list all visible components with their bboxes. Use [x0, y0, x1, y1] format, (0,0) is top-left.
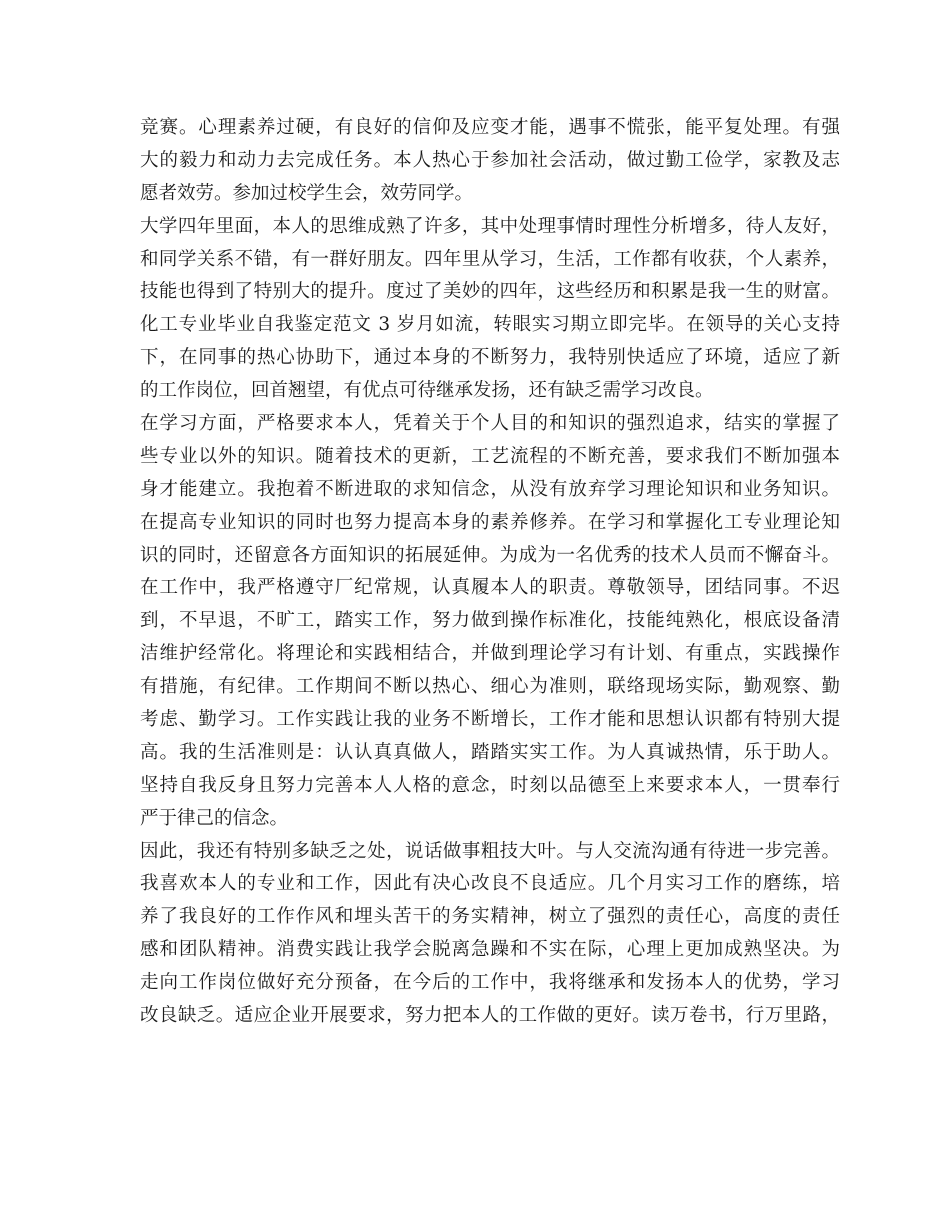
text-line: 在学习方面，严格要求本人，凭着关于个人目的和知识的强烈追求，结实的掌握了 [140, 413, 840, 435]
text-line: 愿者效劳。参加过校学生会，效劳同学。 [140, 182, 474, 204]
text-line: 在工作中，我严格遵守厂纪常规，认真履本人的职责。尊敬领导，团结同事。不迟 [140, 577, 840, 599]
text-line: 到，不早退，不旷工，踏实工作，努力做到操作标准化，技能纯熟化，根底设备清 [140, 610, 840, 632]
text-line: 技能也得到了特别大的提升。度过了美妙的四年，这些经历和积累是我一生的财富。 [140, 281, 840, 303]
text-line: 考虑、勤学习。工作实践让我的业务不断增长，工作才能和思想认识都有特别大提 [140, 709, 840, 731]
text-line: 我喜欢本人的专业和工作，因此有决心改良不良适应。几个月实习工作的磨练，培 [140, 873, 840, 895]
text-line: 竞赛。心理素养过硬，有良好的信仰及应变才能，遇事不慌张，能平复处理。有强 [140, 117, 840, 138]
text-line: 感和团队精神。消费实践让我学会脱离急躁和不实在际，心理上更加成熟坚决。为 [140, 939, 840, 961]
text-line: 走向工作岗位做好充分预备，在今后的工作中，我将继承和发扬本人的优势，学习 [140, 972, 840, 994]
text-line: 坚持自我反身且努力完善本人人格的意念，时刻以品德至上来要求本人，一贯奉行 [140, 774, 840, 796]
text-line: 高。我的生活准则是：认认真真做人，踏踏实实工作。为人真诚热情，乐于助人。 [140, 741, 840, 763]
text-line: 身才能建立。我抱着不断进取的求知信念，从没有放弃学习理论知识和业务知识。 [140, 478, 840, 500]
text-line: 和同学关系不错，有一群好朋友。四年里从学习，生活，工作都有收获，个人素养， [140, 248, 840, 270]
text-line: 养了我良好的工作作风和埋头苦干的务实精神，树立了强烈的责任心，高度的责任 [140, 906, 840, 928]
text-line: 在提高专业知识的同时也努力提高本身的素养修养。在学习和掌握化工专业理论知 [140, 511, 840, 533]
text-line: 的工作岗位，回首翘望，有优点可待继承发扬，还有缺乏需学习改良。 [140, 380, 714, 402]
text-line: 识的同时，还留意各方面知识的拓展延伸。为成为一名优秀的技术人员而不懈奋斗。 [140, 544, 840, 566]
text-line: 大的毅力和动力去完成任务。本人热心于参加社会活动，做过勤工俭学，家教及志 [140, 149, 840, 171]
text-line: 大学四年里面，本人的思维成熟了许多，其中处理事情时理性分析增多，待人友好， [140, 215, 840, 237]
text-line: 因此，我还有特别多缺乏之处，说话做事粗技大叶。与人交流沟通有待进一步完善。 [140, 840, 840, 862]
text-line: 下，在同事的热心协助下，通过本身的不断努力，我特别快适应了环境，适应了新 [140, 347, 840, 369]
text-line: 洁维护经常化。将理论和实践相结合，并做到理论学习有计划、有重点，实践操作 [140, 643, 840, 665]
text-line: 严于律己的信念。 [140, 807, 289, 829]
text-line: 改良缺乏。适应企业开展要求，努力把本人的工作做的更好。读万卷书，行万里路， [140, 1005, 840, 1027]
document-body-text [140, 112, 840, 1033]
text-line: 有措施，有纪律。工作期间不断以热心、细心为准则，联络现场实际，勤观察、勤 [140, 676, 840, 698]
text-line: 化工专业毕业自我鉴定范文 3 岁月如流，转眼实习期立即完毕。在领导的关心支持 [140, 314, 840, 336]
text-line: 些专业以外的知识。随着技术的更新，工艺流程的不断充善，要求我们不断加强本 [140, 445, 840, 467]
